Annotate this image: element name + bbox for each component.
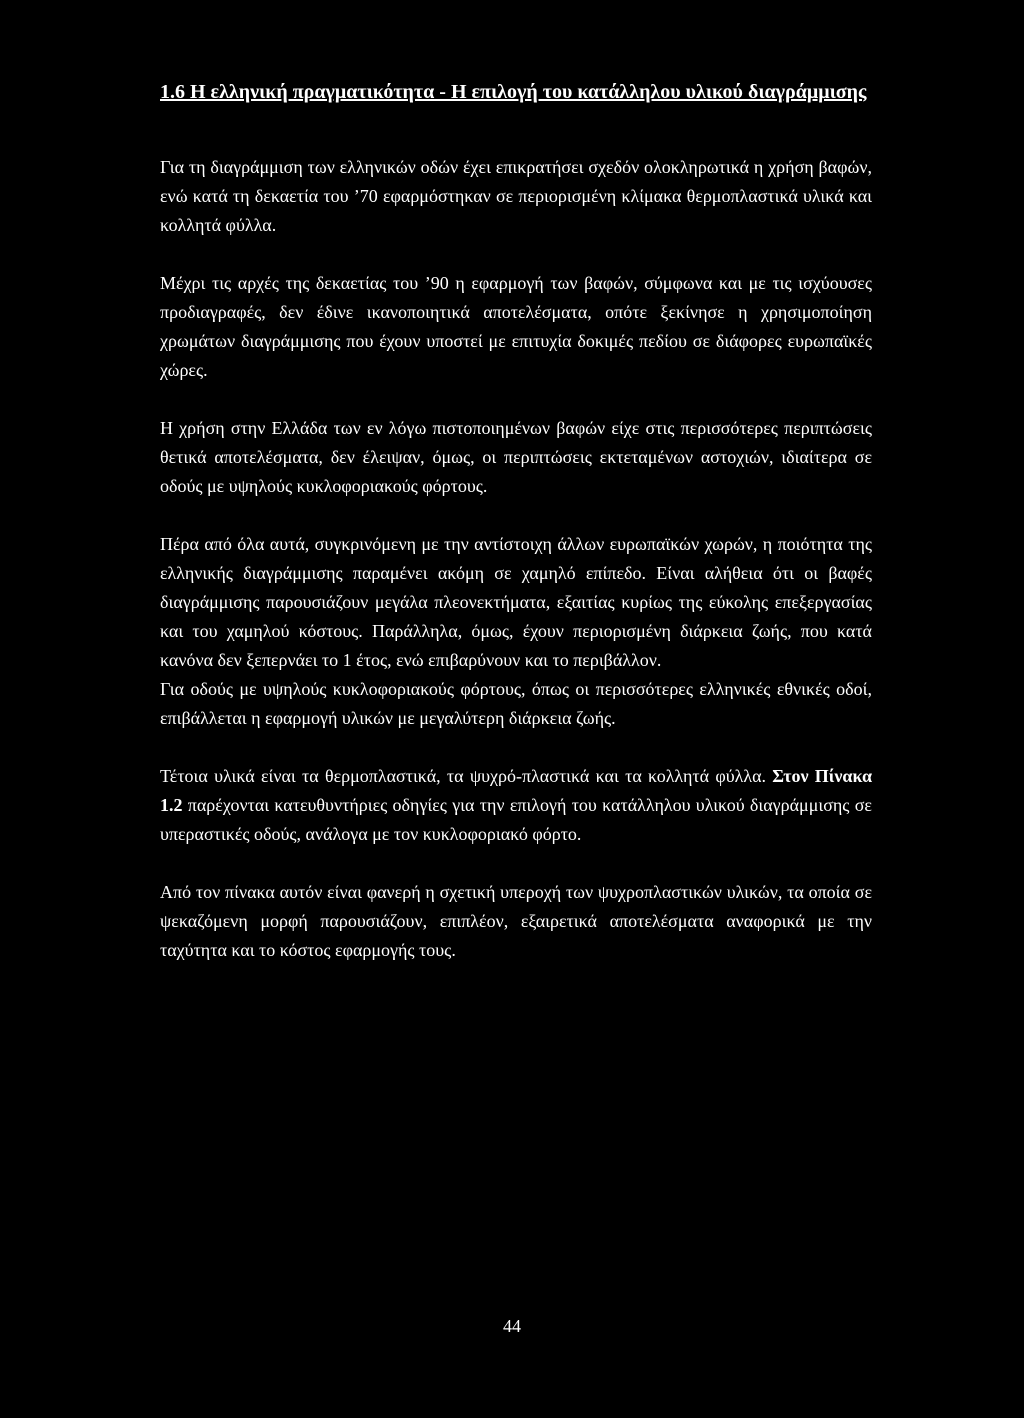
- paragraph-materials-table-reference: [160, 762, 872, 849]
- paragraph-paint-usage: Για τη διαγράμμιση των ελληνικών οδών έχει επικρατήσει σχεδόν ολοκληρωτικά η χρήση βαφών, ενώ κατά τη δεκαετία του ’70 εφαρμόστηκαν σε περιορισμένη κλίμακα θερμοπλαστικά υλικά και κολλητά φύλλα.: [160, 157, 872, 235]
- table-reference-text-before: Τέτοια υλικά είναι τα θερμοπλαστικά, τα ψυχρό-πλαστικά και τα κολλητά φύλλα.: [160, 766, 773, 786]
- table-reference-bold: Στον Πίνακα 1.2: [160, 766, 873, 815]
- table-reference-text-after: παρέχονται κατευθυντήριες οδηγίες για την επιλογή του κατάλληλου υλικού διαγράμμισης σε υπεραστικές οδούς, ανάλογα με τον κυκλοφοριακό φόρτο.: [160, 795, 872, 844]
- paragraph-cold-plastic-advantage: Από τον πίνακα αυτόν είναι φανερή η σχετική υπεροχή των ψυχροπλαστικών υλικών, τα οποία σε ψεκαζόμενη μορφή παρουσιάζουν, επιπλέον, εξαιρετικά αποτελέσματα αναφορικά με την ταχύτητα και το κόστος εφαρμογής τους.: [160, 882, 872, 960]
- document-body: [160, 78, 872, 994]
- paragraph-high-traffic-roads: Για οδούς με υψηλούς κυκλοφοριακούς φόρτους, όπως οι περισσότερες ελληνικές εθνικές οδοί, επιβάλλεται η εφαρμογή υλικών με μεγαλύτερη διάρκεια ζωής.: [160, 679, 872, 728]
- paragraph-greece-results: Η χρήση στην Ελλάδα των εν λόγω πιστοποιημένων βαφών είχε στις περισσότερες περιπτώσεις θετικά αποτελέσματα, δεν έλειψαν, όμως, οι περιπτώσεις εκτεταμένων αστοχιών, ιδιαίτερα σε οδούς με υψηλούς κυκλοφοριακούς φόρτους.: [160, 418, 872, 496]
- paragraph-90s-specifications: Μέχρι τις αρχές της δεκαετίας του ’90 η εφαρμογή των βαφών, σύμφωνα και με τις ισχύουσες προδιαγραφές, δεν έδινε ικανοποιητικά αποτελέσματα, οπότε ξεκίνησε η χρησιμοποίηση χρωμάτων διαγράμμισης που έχουν υποστεί με επιτυχία δοκιμές πεδίου σε διάφορες ευρωπαϊκές χώρες.: [160, 273, 872, 380]
- section-heading: 1.6 Η ελληνική πραγματικότητα - Η επιλογή του κατάλληλου υλικού διαγράμμισης: [160, 81, 867, 103]
- page-number: 44: [503, 1316, 521, 1336]
- paragraph-quality-comparison: Πέρα από όλα αυτά, συγκρινόμενη με την αντίστοιχη άλλων ευρωπαϊκών χωρών, η ποιότητα της ελληνικής διαγράμμισης παραμένει ακόμη σε χαμηλό επίπεδο. Είναι αλήθεια ότι οι βαφές διαγράμμισης παρουσιάζουν μεγάλα πλεονεκτήματα, εξαιτίας κυρίως της εύκολης επεξεργασίας και του χαμηλού κόστους. Παράλληλα, όμως, έχουν περιορισμένη διάρκεια ζωής, που κατά κανόνα δεν ξεπερνάει το 1 έτος, ενώ επιβαρύνουν και το περιβάλλον.: [160, 534, 872, 670]
